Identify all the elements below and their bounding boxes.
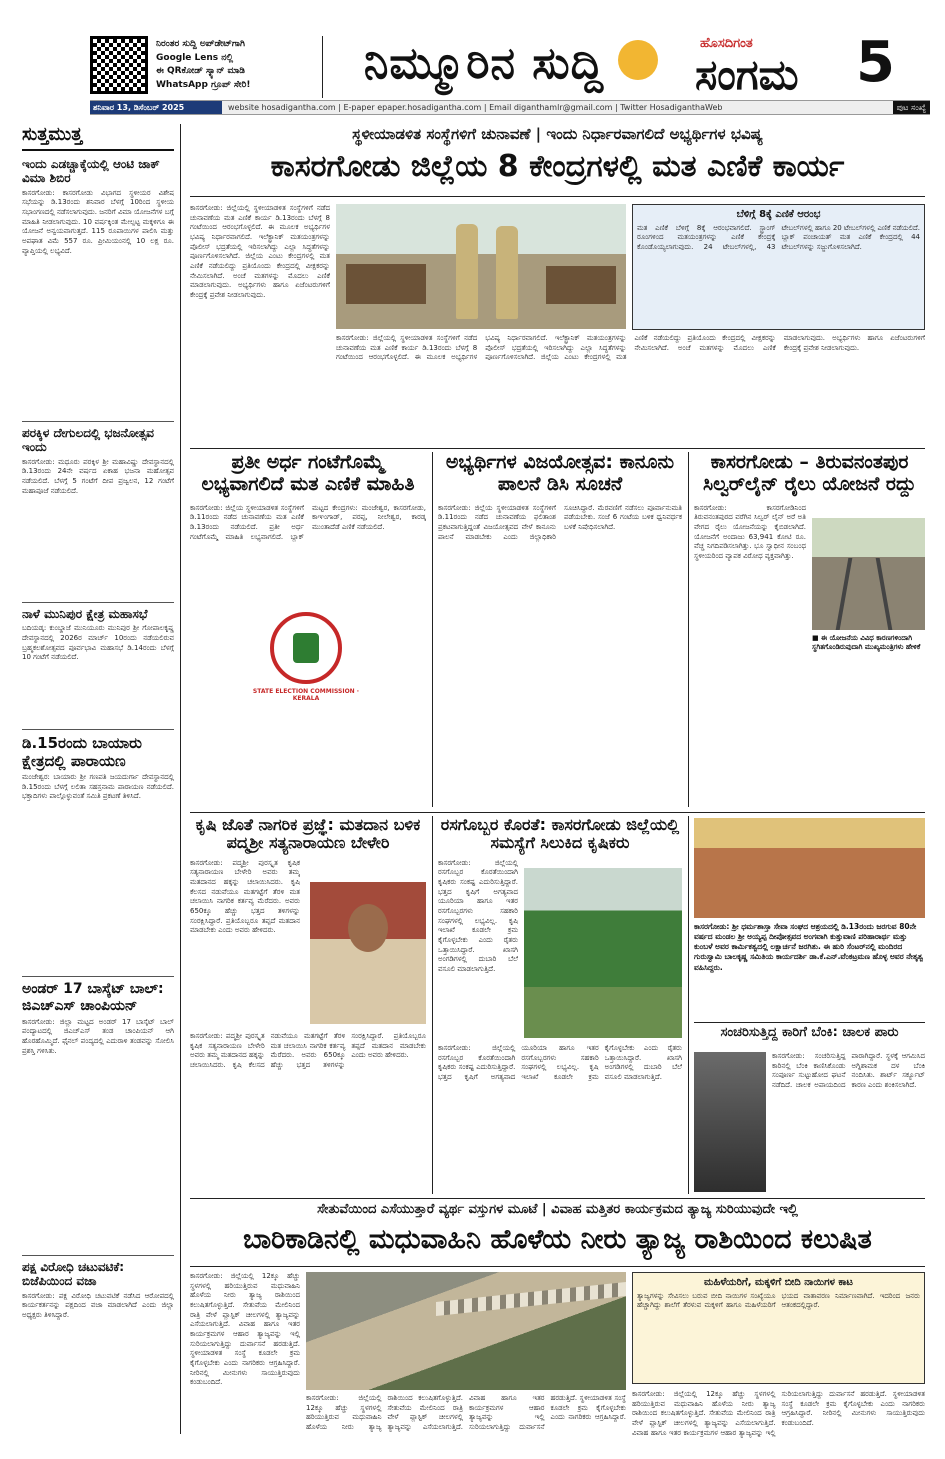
story-headline: ಪ್ರತೀ ಅರ್ಧ ಗಂಟೆಗೊಮ್ಮೆ ಲಭ್ಯವಾಗಲಿದೆ ಮತ ಎಣಿಕೆ ಮಾಹಿತಿ: [201, 451, 415, 495]
rail-line: [836, 558, 853, 630]
lead-photo-counting-centre: [336, 204, 626, 329]
story-body-continued: ಕಾಸರಗೋಡು: ಜಿಲ್ಲೆಯಲ್ಲಿ ರಸಗೊಬ್ಬರ ಕೊರತೆಯಿಂದಾಗಿ ಕೃಷಿಕರು ಸಂಕಷ್ಟ ಎದುರಿಸುತ್ತಿದ್ದಾರೆ. ಭತ್ತದ ಕೃಷಿಗೆ ಅಗತ್ಯವಾದ ಯೂರಿಯಾ ಹಾಗೂ ಇತರ ರಸಗೊಬ್ಬರಗಳು ಸಹಕಾರಿ ಸಂಘಗಳಲ್ಲಿ ಲಭ್ಯವಿಲ್ಲ. ಕೃಷಿ ಇಲಾಖೆ ಕೂಡಲೇ ಕ್ರಮ ಕೈಗೊಳ್ಳಬೇಕು ಎಂದು ರೈತರು ಒತ್ತಾಯಿಸಿದ್ದಾರೆ. ಖಾಸಗಿ ಅಂಗಡಿಗಳಲ್ಲಿ ದುಬಾರಿ ಬೆಲೆ ವಸೂಲಿ ಮಾಡಲಾಗುತ್ತಿದೆ.: [438, 1044, 682, 1081]
sidebar-item-body: ಬದಿಯಡ್ಕ: ಕುಂಬ್ಡಾಜೆ ಮುನಿಯೂರು ಮುನಿಪುರ ಶ್ರೀ ಗೋಪಾಲಕೃಷ್ಣ ದೇವಸ್ಥಾನದಲ್ಲಿ 2026ರ ಮಾರ್ಚ್ 10ರಂದು ನಡೆಯಲಿರುವ ಬ್ರಹ್ಮಕಲಶೋತ್ಸವದ ಪೂರ್ವಭಾವಿ ಮಹಾಸಭೆ ಡಿ.14ರಂದು ಬೆಳಗ್ಗೆ 10 ಗಂಟೆಗೆ ನಡೆಯಲಿದೆ.: [22, 624, 174, 662]
promo-line-1: ನಿರಂತರ ಸುದ್ದಿ ಅಪ್‌ಡೇಟ್‌ಗಾಗಿ: [156, 39, 245, 49]
brand-small: ಹೊಸದಿಗಂತ: [700, 36, 753, 51]
masthead-sun-graphic: [618, 40, 658, 80]
sidebar: [22, 124, 174, 1434]
sidebar-item-headline: ಇಂದು ಎಡಚ್ಚಾಕ್ಕೆಯಲ್ಲಿ ಆಂಟಿ ಜಾಕ್ ವಿಮಾ ಶಿಬಿರ: [22, 157, 160, 186]
sidebar-item-body: ಕಾಸರಗೋಡು: ಮಧೂರು ಪರಕ್ಕಿಳ ಶ್ರೀ ಮಹಾವಿಷ್ಣು ದೇವಸ್ಥಾನದಲ್ಲಿ ಡಿ.13ರಂದು 24ನೇ ವರ್ಷದ ಏಕಾಹ ಭಜನಾ ಮಹೋತ್ಸವ ನಡೆಯಲಿದೆ. ಬೆಳಗ್ಗೆ 5 ಗಂಟೆಗೆ ದೀಪ ಪ್ರಜ್ವಲನ, 12 ಗಂಟೆಗೆ ಮಹಾಪೂಜೆ ನಡೆಯಲಿದೆ.: [22, 457, 174, 495]
farmer-portrait-photo: [310, 882, 426, 1024]
river-box-body: ತ್ಯಾಜ್ಯಗಳನ್ನು ಸೇವಿಸಲು ಬರುವ ಬೀದಿ ನಾಯಿಗಳ ಸಂಖ್ಯೆಯೂ ಹೆಚ್ಚಾಗಿದ್ದು ಶಾಲೆಗೆ ತೆರಳುವ ಮಕ್ಕಳಿಗೆ ಹಾಗೂ ಮಹಿಳೆಯರಿಗೆ ಭಯದ ವಾತಾವರಣ ನಿರ್ಮಾಣವಾಗಿದೆ. ಇದರಿಂದ ಜನರು ಆತಂಕದಲ್ಲಿದ್ದಾರೆ.: [637, 1291, 920, 1310]
sidebar-item[interactable]: [22, 734, 174, 972]
police-figure: [456, 224, 478, 319]
masthead-title: ನಿಮ್ಮೂರಿನ ಸುದ್ದಿ: [363, 38, 605, 89]
sidebar-item-headline: ಅಂಡರ್ 17 ಬಾಸ್ಕೆಟ್ ಬಾಲ್: ಜಿಎಚ್‌ಎಸ್ ಚಾಂಪಿಯನ್: [22, 981, 164, 1014]
river-body-tail: ಕಾಸರಗೋಡು: ಜಿಲ್ಲೆಯಲ್ಲಿ 12ಕ್ಕೂ ಹೆಚ್ಚು ಸ್ಥಳಗಳಲ್ಲಿ ಹರಿಯುತ್ತಿರುವ ಮಧುವಾಹಿನಿ ಹೊಳೆಯ ನೀರು ತ್ಯಾಜ್ಯ ರಾಶಿಯಿಂದ ಕಲುಷಿತಗೊಳ್ಳುತ್ತಿದೆ. ಸೇತುವೆಯ ಮೇಲಿನಿಂದ ರಾತ್ರಿ ವೇಳೆ ಪ್ಲಾಸ್ಟಿಕ್ ಚೀಲಗಳಲ್ಲಿ ತ್ಯಾಜ್ಯವನ್ನು ಎಸೆಯಲಾಗುತ್ತಿದೆ. ವಿವಾಹ ಹಾಗೂ ಇತರ ಕಾರ್ಯಕ್ರಮಗಳ ಆಹಾರ ತ್ಯಾಜ್ಯವನ್ನು ಇಲ್ಲಿ ಸುರಿಯಲಾಗುತ್ತಿದ್ದು ದುರ್ವಾಸನೆ ಹರಡುತ್ತಿದೆ. ಸ್ಥಳೀಯಾಡಳಿತ ಸಂಸ್ಥೆ ಕೂಡಲೇ ಕ್ರಮ ಕೈಗೊಳ್ಳಬೇಕು ಎಂದು ನಾಗರಿಕರು ಆಗ್ರಹಿಸಿದ್ದಾರೆ. ನೀರಿನಲ್ಲಿ ಮೀನುಗಳು ಸಾಯುತ್ತಿರುವುದು ಕಂಡುಬಂದಿದೆ.: [632, 1390, 925, 1437]
table-shape: [346, 264, 426, 304]
story-victory[interactable]: [438, 452, 682, 807]
railway-track-photo: [812, 518, 925, 630]
lead-kicker: ಸ್ಥಳೀಯಾಡಳಿತ ಸಂಸ್ಥೆಗಳಿಗೆ ಚುನಾವಣೆ | ಇಂದು ನಿರ್ಧಾರವಾಗಲಿದೆ ಅಭ್ಯರ್ಥಿಗಳ ಭವಿಷ್ಯ: [352, 125, 763, 143]
lead-sidebar-box: [632, 204, 925, 330]
lead-body: ಕಾಸರಗೋಡು: ಜಿಲ್ಲೆಯಲ್ಲಿ ಸ್ಥಳೀಯಾಡಳಿತ ಸಂಸ್ಥೆಗಳಿಗೆ ನಡೆದ ಚುನಾವಣೆಯ ಮತ ಎಣಿಕೆ ಕಾರ್ಯ ಡಿ.13ರಂದು ಬೆಳಗ್ಗೆ 8 ಗಂಟೆಯಿಂದ ಆರಂಭಗೊಳ್ಳಲಿದೆ. ಈ ಮೂಲಕ ಅಭ್ಯರ್ಥಿಗಳ ಭವಿಷ್ಯ ನಿರ್ಧಾರವಾಗಲಿದೆ. ಇಲೆಕ್ಟ್ರಾನಿಕ್ ಮತಯಂತ್ರಗಳನ್ನು ಪೊಲೀಸ್ ಭದ್ರತೆಯಲ್ಲಿ ಇರಿಸಲಾಗಿದ್ದು ಎಲ್ಲಾ ಸಿದ್ಧತೆಗಳನ್ನು ಪೂರ್ಣಗೊಳಿಸಲಾಗಿದೆ. ಜಿಲ್ಲೆಯ ಎಂಟು ಕೇಂದ್ರಗಳಲ್ಲಿ ಮತ ಎಣಿಕೆ ನಡೆಯಲಿದ್ದು ಪ್ರತಿಯೊಂದು ಕೇಂದ್ರದಲ್ಲಿ ವೀಕ್ಷಕರನ್ನು ನೇಮಿಸಲಾಗಿದೆ. ಅಂಚೆ ಮತಗಳನ್ನು ಮೊದಲು ಎಣಿಕೆ ಮಾಡಲಾಗುವುದು. ಅಭ್ಯರ್ಥಿಗಳು ಹಾಗೂ ಏಜೆಂಟರುಗಳಿಗೆ ಕೇಂದ್ರಕ್ಕೆ ಪ್ರವೇಶ ನೀಡಲಾಗುವುದು.: [190, 204, 330, 299]
river-headline[interactable]: ಬಾರಿಕಾಡಿನಲ್ಲಿ ಮಧುವಾಹಿನಿ ಹೊಳೆಯ ನೀರು ತ್ಯಾಜ್ಯ ರಾಶಿಯಿಂದ ಕಲುಷಿತ: [243, 1224, 872, 1255]
bridge-railing: [436, 1282, 626, 1316]
sidebar-item-headline: ಪರಕ್ಕಿಳ ದೇಗುಲದಲ್ಲಿ ಭಜನೋತ್ಸವ ಇಂದು: [22, 426, 155, 455]
river-sidebar-box: [632, 1272, 925, 1384]
story-headline: ಅಭ್ಯರ್ಥಿಗಳ ವಿಜಯೋತ್ಸವ: ಕಾನೂನು ಪಾಲನೆ ಡಿಸಿ ಸೂಚನೆ: [445, 451, 675, 495]
story-headline: ಸಂಚರಿಸುತ್ತಿದ್ದ ಕಾರಿಗೆ ಬೆಂಕಿ: ಚಾಲಕ ಪಾರು: [720, 1025, 899, 1040]
story-body: ಕಾಸರಗೋಡು: ಸಂಚರಿಸುತ್ತಿದ್ದ ಕಾರಿನಲ್ಲಿ ಬೆಂಕಿ ಕಾಣಿಸಿಕೊಂಡು ಸಂಪೂರ್ಣ ಸುಟ್ಟುಹೋದ ಘಟನೆ ನಡೆದಿದೆ. ಚಾಲಕ ಅಪಾಯದಿಂದ ಪಾರಾಗಿದ್ದಾರೆ. ಸ್ಥಳಕ್ಕೆ ಆಗಮಿಸಿದ ಅಗ್ನಿಶಾಮಕ ದಳ ಬೆಂಕಿ ನಂದಿಸಿತು. ಶಾರ್ಟ್ ಸರ್ಕ್ಯೂಟ್ ಕಾರಣ ಎಂದು ಶಂಕಿಸಲಾಗಿದೆ.: [772, 1052, 925, 1089]
info-bar: [90, 100, 930, 115]
temple-ritual-photo: [694, 818, 925, 918]
river-box-title: ಮಹಿಳೆಯರಿಗೆ, ಮಕ್ಕಳಿಗೆ ಬೀದಿ ನಾಯಿಗಳ ಕಾಟ: [704, 1277, 853, 1288]
sidebar-item-body: ಕಾಸರಗೋಡು: ಕಾಸರಗೋಡು ವಿಭಾಗದ ಸ್ಥಳೀಯರ ವಿಶೇಷ ಸಭೆಯನ್ನು ಡಿ.13ರಂದು ಶನಿವಾರ ಬೆಳಗ್ಗೆ 10ರಿಂದ ಸ್ಥಳೀಯ ಸಭಾಂಗಣದಲ್ಲಿ ನಡೆಸಲಾಗುವುದು. ಜನರಿಗೆ ವಿಮಾ ಯೋಜನೆಗಳ ಬಗ್ಗೆ ಮಾಹಿತಿ ನೀಡಲಾಗುವುದು. 10 ವರ್ಷಕ್ಕಿಂತ ಮೇಲ್ಪಟ್ಟ ಮಕ್ಕಳಿಗೂ ಈ ಯೋಜನೆ ಅನ್ವಯವಾಗುತ್ತದೆ. 115 ರೂಪಾಯಿಗಳ ಪಾಲಿಸಿ ಮತ್ತು ಅಪಘಾತ ವಿಮೆ 557 ರೂ. ಪ್ರೀಮಿಯಂನಲ್ಲಿ 10 ಲಕ್ಷ ರೂ. ವ್ಯಾಪ್ತಿಯಲ್ಲಿ ಲಭ್ಯವಿದೆ.: [22, 188, 174, 255]
sidebar-item-headline: ನಾಳೆ ಮುನಿಪುರ ಕ್ಷೇತ್ರ ಮಹಾಸಭೆ: [22, 607, 148, 621]
paddy-field-photo: [524, 868, 682, 1038]
lead-box-body: ಮತ ಎಣಿಕೆ ಬೆಳಿಗ್ಗೆ 8ಕ್ಕೆ ಆರಂಭವಾಗಲಿದೆ. ಸ್ಟ್ರಾಂಗ್ ರೂಂಗಳಿಂದ ಮತಯಂತ್ರಗಳನ್ನು ಎಣಿಕೆ ಕೇಂದ್ರಕ್ಕೆ ಕೊಂಡೊಯ್ಯಲಾಗುವುದು. 24 ಟೇಬಲ್‌ಗಳಲ್ಲಿ, 43 ಟೇಬಲ್‌ಗಳಲ್ಲಿ ಹಾಗೂ 20 ಟೇಬಲ್‌ಗಳಲ್ಲಿ ಎಣಿಕೆ ನಡೆಯಲಿದೆ. ಬ್ಲಾಕ್ ಪಂಚಾಯತ್ ಮತ ಎಣಿಕೆ ಕೇಂದ್ರದಲ್ಲಿ 44 ಟೇಬಲ್‌ಗಳನ್ನು ಸಜ್ಜುಗೊಳಿಸಲಾಗಿದೆ.: [637, 223, 920, 251]
story-body: ಕಾಸರಗೋಡು: ಜಿಲ್ಲೆಯ ಸ್ಥಳೀಯಾಡಳಿತ ಸಂಸ್ಥೆಗಳಿಗೆ ಡಿ.11ರಂದು ನಡೆದ ಚುನಾವಣೆಯ ಫಲಿತಾಂಶ ಪ್ರಕಟವಾಗುತ್ತಿದ್ದಂತೆ ವಿಜಯೋತ್ಸವದ ವೇಳೆ ಕಾನೂನು ಪಾಲನೆ ಮಾಡಬೇಕು ಎಂದು ಜಿಲ್ಲಾಧಿಕಾರಿ ಸೂಚಿಸಿದ್ದಾರೆ. ಮೆರವಣಿಗೆ ನಡೆಸಲು ಪೂರ್ವಾನುಮತಿ ಪಡೆಯಬೇಕು. ಸಂಜೆ 6 ಗಂಟೆಯ ಬಳಿಕ ಧ್ವನಿವರ್ಧಕ ಬಳಕೆ ನಿಷೇಧಿಸಲಾಗಿದೆ.: [438, 503, 682, 541]
sidebar-item-body: ಮಂಜೇಶ್ವರ: ಬಾಯಾರು ಶ್ರೀ ಗಣಪತಿ ಜಯದುರ್ಗಾ ದೇವಸ್ಥಾನದಲ್ಲಿ ಡಿ.15ರಂದು ಬೆಳಗ್ಗೆ ಲಲಿತಾ ಸಹಸ್ರನಾಮ ಪಾರಾಯಣ ನಡೆಯಲಿದೆ. ಭಕ್ತಾದಿಗಳು ಪಾಲ್ಗೊಳ್ಳುವಂತೆ ಸಮಿತಿ ಪ್ರಕಟಣೆ ತಿಳಿಸಿದೆ.: [22, 773, 174, 801]
river-body-continued: ಕಾಸರಗೋಡು: ಜಿಲ್ಲೆಯಲ್ಲಿ 12ಕ್ಕೂ ಹೆಚ್ಚು ಸ್ಥಳಗಳಲ್ಲಿ ಹರಿಯುತ್ತಿರುವ ಮಧುವಾಹಿನಿ ಹೊಳೆಯ ನೀರು ತ್ಯಾಜ್ಯ ರಾಶಿಯಿಂದ ಕಲುಷಿತಗೊಳ್ಳುತ್ತಿದೆ. ಸೇತುವೆಯ ಮೇಲಿನಿಂದ ರಾತ್ರಿ ವೇಳೆ ಪ್ಲಾಸ್ಟಿಕ್ ಚೀಲಗಳಲ್ಲಿ ತ್ಯಾಜ್ಯವನ್ನು ಎಸೆಯಲಾಗುತ್ತಿದೆ. ವಿವಾಹ ಹಾಗೂ ಇತರ ಕಾರ್ಯಕ್ರಮಗಳ ಆಹಾರ ತ್ಯಾಜ್ಯವನ್ನು ಇಲ್ಲಿ ಸುರಿಯಲಾಗುತ್ತಿದ್ದು ದುರ್ವಾಸನೆ ಹರಡುತ್ತಿದೆ. ಸ್ಥಳೀಯಾಡಳಿತ ಸಂಸ್ಥೆ ಕೂಡಲೇ ಕ್ರಮ ಕೈಗೊಳ್ಳಬೇಕು ಎಂದು ನಾಗರಿಕರು ಆಗ್ರಹಿಸಿದ್ದಾರೆ.: [306, 1394, 626, 1431]
river-bridge-photo: [306, 1272, 626, 1390]
table-shape: [546, 266, 616, 304]
promo-line-4: WhatsApp ಗ್ರೂಪ್ ಸೇರಿ!: [156, 79, 251, 90]
burnt-car-photo: [694, 1052, 766, 1192]
sidebar-item-headline: ಪಕ್ಷ ವಿರೋಧಿ ಚಟುವಟಿಕೆ: ಬಿಜೆಪಿಯಿಂದ ವಜಾ: [22, 1260, 125, 1289]
promo-line-2: Google Lens ನಲ್ಲಿ: [156, 52, 234, 63]
story-farmer[interactable]: [190, 816, 426, 1194]
promo-line-3: ಈ QRಕೋಡ್ ಸ್ಕ್ಯಾನ್ ಮಾಡಿ: [156, 66, 245, 76]
seal-ballot-icon: [293, 633, 319, 663]
page-label: ಪುಟ ಸಂಖ್ಯೆ: [893, 101, 930, 114]
story-headline: ಕಾಸರಗೋಡು – ತಿರುವನಂತಪುರ ಸಿಲ್ವರ್‌ಲೈನ್ ರೈಲು ಯೋಜನೆ ರದ್ದು: [702, 451, 917, 495]
issue-date: ಶನಿವಾರ 13, ಡಿಸೆಂಬರ್ 2025: [90, 101, 222, 114]
river-kicker: ಸೇತುವೆಯಿಂದ ಎಸೆಯುತ್ತಾರೆ ವ್ಯರ್ಥ ವಸ್ತುಗಳ ಮೂಟೆ | ವಿವಾಹ ಮತ್ತಿತರ ಕಾರ್ಯಕ್ರಮದ ತ್ಯಾಜ್ಯ ಸುರಿಯುವುದೇ ಇಲ್ಲಿ: [317, 1202, 798, 1217]
rail-line: [876, 558, 893, 630]
story-body: ಕಾಸರಗೋಡು: ಕಾಸರಗೋಡಿನಿಂದ ತಿರುವನಂತಪುರದ ವರೆಗಿನ ಸಿಲ್ವರ್ ಲೈನ್ ಅರೆ ಅತಿ ವೇಗದ ರೈಲು ಯೋಜನೆಯನ್ನು ಕೈಬಿಡಲಾಗಿದೆ. ಯೋಜನೆಗೆ ಅಂದಾಜು 63,941 ಕೋಟಿ ರೂ. ವೆಚ್ಚ ನಿಗದಿಪಡಿಸಲಾಗಿತ್ತು. ಭೂ ಸ್ವಾಧೀನ ಸಂಬಂಧ ಸ್ಥಳೀಯರಿಂದ ವ್ಯಾಪಕ ವಿರೋಧ ವ್ಯಕ್ತವಾಗಿತ್ತು.: [694, 503, 806, 560]
sidebar-item[interactable]: [22, 607, 174, 725]
sidebar-item[interactable]: [22, 157, 174, 417]
sidebar-item-body: ಕಾಸರಗೋಡು: ಪಕ್ಷ ವಿರೋಧಿ ಚಟುವಟಿಕೆ ನಡೆಸಿದ ಆರೋಪದಲ್ಲಿ ಕಾರ್ಯಕರ್ತನನ್ನು ಪಕ್ಷದಿಂದ ವಜಾ ಮಾಡಲಾಗಿದೆ ಎಂದು ಜಿಲ್ಲಾ ಅಧ್ಯಕ್ಷರು ತಿಳಿಸಿದ್ದಾರೆ.: [22, 1291, 174, 1320]
portrait-face: [348, 904, 388, 952]
page-number: 5: [856, 30, 895, 95]
story-fertilizer[interactable]: [438, 816, 682, 1194]
sidebar-item[interactable]: [22, 981, 174, 1251]
sidebar-section-title: ಸುತ್ತಮುತ್ತ: [22, 124, 174, 151]
railway-caption: ■ ಈ ಯೋಜನೆಯ ವಿವಿಧ ಕಾರಣಗಳಿಂದಾಗಿ ಸ್ಥಗಿತಗೊಂಡಿರುವುದಾಗಿ ಮುಖ್ಯಮಂತ್ರಿಗಳು ಹೇಳಿಕೆ: [812, 634, 921, 652]
brand-title: ಸಂಗಮ: [695, 50, 799, 99]
seal-text: STATE ELECTION COMMISSION · KERALA: [252, 688, 360, 702]
qr-code[interactable]: [90, 36, 148, 94]
contact-line: website hosadigantha.com | E-paper epaper.hosadigantha.com | Email diganthamlr@gmail.com | Twitter HosadiganthaWeb: [228, 103, 723, 112]
story-headline: ಕೃಷಿ ಜೊತೆ ನಾಗರಿಕ ಪ್ರಜ್ಞೆ: ಮತದಾನ ಬಳಿಕ ಪದ್ಮಶ್ರೀ ಸತ್ಯನಾರಾಯಣ ಬೇಳೇರಿ: [195, 815, 421, 853]
sidebar-item-headline: ಡಿ.15ರಂದು ಬಾಯಾರು ಕ್ಷೇತ್ರದಲ್ಲಿ ಪಾರಾಯಣ: [22, 734, 142, 770]
sidebar-item[interactable]: [22, 1260, 174, 1420]
story-railway[interactable]: [694, 452, 925, 807]
story-body-continued: ಕಾಸರಗೋಡು: ಪದ್ಮಶ್ರೀ ಪುರಸ್ಕೃತ ಕೃಷಿಕ ಸತ್ಯನಾರಾಯಣ ಬೇಳೇರಿ ಅವರು ತಮ್ಮ ಮತದಾನದ ಹಕ್ಕನ್ನು ಚಲಾಯಿಸಿದರು. ಕೃಷಿ ಕೆಲಸದ ನಡುವೆಯೂ ಮತಗಟ್ಟೆಗೆ ತೆರಳಿ ಮತ ಚಲಾಯಿಸಿ ನಾಗರಿಕ ಕರ್ತವ್ಯ ಮೆರೆದರು. ಅವರು 650ಕ್ಕೂ ಹೆಚ್ಚು ಭತ್ತದ ತಳಿಗಳನ್ನು ಸಂರಕ್ಷಿಸಿದ್ದಾರೆ. ಪ್ರತಿಯೊಬ್ಬರೂ ತಪ್ಪದೆ ಮತದಾನ ಮಾಡಬೇಕು ಎಂದು ಅವರು ಹೇಳಿದರು.: [190, 1032, 426, 1069]
story-results[interactable]: [190, 452, 426, 807]
election-commission-seal: [270, 612, 342, 684]
river-body: ಕಾಸರಗೋಡು: ಜಿಲ್ಲೆಯಲ್ಲಿ 12ಕ್ಕೂ ಹೆಚ್ಚು ಸ್ಥಳಗಳಲ್ಲಿ ಹರಿಯುತ್ತಿರುವ ಮಧುವಾಹಿನಿ ಹೊಳೆಯ ನೀರು ತ್ಯಾಜ್ಯ ರಾಶಿಯಿಂದ ಕಲುಷಿತಗೊಳ್ಳುತ್ತಿದೆ. ಸೇತುವೆಯ ಮೇಲಿನಿಂದ ರಾತ್ರಿ ವೇಳೆ ಪ್ಲಾಸ್ಟಿಕ್ ಚೀಲಗಳಲ್ಲಿ ತ್ಯಾಜ್ಯವನ್ನು ಎಸೆಯಲಾಗುತ್ತಿದೆ. ವಿವಾಹ ಹಾಗೂ ಇತರ ಕಾರ್ಯಕ್ರಮಗಳ ಆಹಾರ ತ್ಯಾಜ್ಯವನ್ನು ಇಲ್ಲಿ ಸುರಿಯಲಾಗುತ್ತಿದ್ದು ದುರ್ವಾಸನೆ ಹರಡುತ್ತಿದೆ. ಸ್ಥಳೀಯಾಡಳಿತ ಸಂಸ್ಥೆ ಕೂಡಲೇ ಕ್ರಮ ಕೈಗೊಳ್ಳಬೇಕು ಎಂದು ನಾಗರಿಕರು ಆಗ್ರಹಿಸಿದ್ದಾರೆ. ನೀರಿನಲ್ಲಿ ಮೀನುಗಳು ಸಾಯುತ್ತಿರುವುದು ಕಂಡುಬಂದಿದೆ.: [190, 1272, 300, 1387]
story-headline: ರಸಗೊಬ್ಬರ ಕೊರತೆ: ಕಾಸರಗೋಡು ಜಿಲ್ಲೆಯಲ್ಲಿ ಸಮಸ್ಯೆಗೆ ಸಿಲುಕಿದ ಕೃಷಿಕರು: [440, 815, 680, 853]
qr-promo: [156, 38, 316, 92]
temple-caption: ಕಾಸರಗೋಡು: ಶ್ರೀ ಧರ್ಮಶಾಸ್ತಾ ಸೇವಾ ಸಂಘದ ಆಶ್ರಯದಲ್ಲಿ ಡಿ.13ರಂದು ಜರಗುವ 80ನೇ ವರ್ಷದ ಮಂಡಲ ಶ್ರೀ ಅಯ್ಯಪ್ಪ ದೀಪೋತ್ಸವದ ಅಂಗವಾಗಿ ಕುತ್ತುವಾಣಿ ಪರಿಹಾರಾರ್ಥ ಮತ್ತು ಕುಂಬಳೆ ಅವರ ಕಾರ್ಮಿಕತ್ವದಲ್ಲಿ ಲಕ್ಷಾರ್ಚನೆ ಜರಗಿತು. ಈ ಹುರಿ ಸೆಂಟರ್‌ನಲ್ಲಿ ಮಂದಿರದ ಗುರುಸ್ವಾಮಿ ಬಾಲಕೃಷ್ಣ ಸಮಿತಿಯ ಕಾರ್ಯದರ್ಶಿ ಡಾ.ಕೆ.ಎನ್.ವೆಂಕಟ್ರಮಣ ಹೊಳ್ಳ ಅವರ ನೇತೃತ್ವ ವಹಿಸಿದ್ದರು.: [694, 922, 924, 972]
story-car-fire[interactable]: [694, 1026, 925, 1194]
lead-headline[interactable]: ಕಾಸರಗೋಡು ಜಿಲ್ಲೆಯ 8 ಕೇಂದ್ರಗಳಲ್ಲಿ ಮತ ಎಣಿಕೆ ಕಾರ್ಯ: [270, 149, 845, 184]
sidebar-item-body: ಕಾಸರಗೋಡು: ಜಿಲ್ಲಾ ಮಟ್ಟದ ಅಂಡರ್ 17 ಬಾಸ್ಕೆಟ್ ಬಾಲ್ ಪಂದ್ಯಾಟದಲ್ಲಿ ಜಿಎಚ್‌ಎಸ್ ತಂಡ ಚಾಂಪಿಯನ್ ಆಗಿ ಹೊರಹೊಮ್ಮಿದೆ. ಫೈನಲ್ ಪಂದ್ಯದಲ್ಲಿ ಎದುರಾಳಿ ತಂಡವನ್ನು ಸೋಲಿಸಿ ಪ್ರಶಸ್ತಿ ಗಳಿಸಿತು.: [22, 1017, 174, 1055]
story-body: ಕಾಸರಗೋಡು: ಜಿಲ್ಲೆಯಲ್ಲಿ ರಸಗೊಬ್ಬರ ಕೊರತೆಯಿಂದಾಗಿ ಕೃಷಿಕರು ಸಂಕಷ್ಟ ಎದುರಿಸುತ್ತಿದ್ದಾರೆ. ಭತ್ತದ ಕೃಷಿಗೆ ಅಗತ್ಯವಾದ ಯೂರಿಯಾ ಹಾಗೂ ಇತರ ರಸಗೊಬ್ಬರಗಳು ಸಹಕಾರಿ ಸಂಘಗಳಲ್ಲಿ ಲಭ್ಯವಿಲ್ಲ. ಕೃಷಿ ಇಲಾಖೆ ಕೂಡಲೇ ಕ್ರಮ ಕೈಗೊಳ್ಳಬೇಕು ಎಂದು ರೈತರು ಒತ್ತಾಯಿಸಿದ್ದಾರೆ. ಖಾಸಗಿ ಅಂಗಡಿಗಳಲ್ಲಿ ದುಬಾರಿ ಬೆಲೆ ವಸೂಲಿ ಮಾಡಲಾಗುತ್ತಿದೆ.: [438, 858, 518, 973]
story-body: ಕಾಸರಗೋಡು: ಜಿಲ್ಲೆಯ ಸ್ಥಳೀಯಾಡಳಿತ ಸಂಸ್ಥೆಗಳಿಗೆ ಡಿ.11ರಂದು ನಡೆದ ಚುನಾವಣೆಯ ಮತ ಎಣಿಕೆ ಡಿ.13ರಂದು ನಡೆಯಲಿದೆ. ಪ್ರತೀ ಅರ್ಧ ಗಂಟೆಗೊಮ್ಮೆ ಮಾಹಿತಿ ಲಭ್ಯವಾಗಲಿದೆ. ಬ್ಲಾಕ್ ಮಟ್ಟದ ಕೇಂದ್ರಗಳು: ಮಂಜೇಶ್ವರ, ಕಾಸರಗೋಡು, ಕಾಞಂಗಾಡ್, ಪರಪ್ಪ, ನೀಲೇಶ್ವರ, ಕಾರಡ್ಕ ಮುಂತಾದೆಡೆ ಎಣಿಕೆ ನಡೆಯಲಿದೆ.: [190, 503, 426, 541]
story-body: ಕಾಸರಗೋಡು: ಪದ್ಮಶ್ರೀ ಪುರಸ್ಕೃತ ಕೃಷಿಕ ಸತ್ಯನಾರಾಯಣ ಬೇಳೇರಿ ಅವರು ತಮ್ಮ ಮತದಾನದ ಹಕ್ಕನ್ನು ಚಲಾಯಿಸಿದರು. ಕೃಷಿ ಕೆಲಸದ ನಡುವೆಯೂ ಮತಗಟ್ಟೆಗೆ ತೆರಳಿ ಮತ ಚಲಾಯಿಸಿ ನಾಗರಿಕ ಕರ್ತವ್ಯ ಮೆರೆದರು. ಅವರು 650ಕ್ಕೂ ಹೆಚ್ಚು ಭತ್ತದ ತಳಿಗಳನ್ನು ಸಂರಕ್ಷಿಸಿದ್ದಾರೆ. ಪ್ರತಿಯೊಬ್ಬರೂ ತಪ್ಪದೆ ಮತದಾನ ಮಾಡಬೇಕು ಎಂದು ಅವರು ಹೇಳಿದರು.: [190, 858, 300, 935]
police-figure: [496, 226, 518, 319]
lead-body-continued: ಕಾಸರಗೋಡು: ಜಿಲ್ಲೆಯಲ್ಲಿ ಸ್ಥಳೀಯಾಡಳಿತ ಸಂಸ್ಥೆಗಳಿಗೆ ನಡೆದ ಚುನಾವಣೆಯ ಮತ ಎಣಿಕೆ ಕಾರ್ಯ ಡಿ.13ರಂದು ಬೆಳಗ್ಗೆ 8 ಗಂಟೆಯಿಂದ ಆರಂಭಗೊಳ್ಳಲಿದೆ. ಈ ಮೂಲಕ ಅಭ್ಯರ್ಥಿಗಳ ಭವಿಷ್ಯ ನಿರ್ಧಾರವಾಗಲಿದೆ. ಇಲೆಕ್ಟ್ರಾನಿಕ್ ಮತಯಂತ್ರಗಳನ್ನು ಪೊಲೀಸ್ ಭದ್ರತೆಯಲ್ಲಿ ಇರಿಸಲಾಗಿದ್ದು ಎಲ್ಲಾ ಸಿದ್ಧತೆಗಳನ್ನು ಪೂರ್ಣಗೊಳಿಸಲಾಗಿದೆ. ಜಿಲ್ಲೆಯ ಎಂಟು ಕೇಂದ್ರಗಳಲ್ಲಿ ಮತ ಎಣಿಕೆ ನಡೆಯಲಿದ್ದು ಪ್ರತಿಯೊಂದು ಕೇಂದ್ರದಲ್ಲಿ ವೀಕ್ಷಕರನ್ನು ನೇಮಿಸಲಾಗಿದೆ. ಅಂಚೆ ಮತಗಳನ್ನು ಮೊದಲು ಎಣಿಕೆ ಮಾಡಲಾಗುವುದು. ಅಭ್ಯರ್ಥಿಗಳು ಹಾಗೂ ಏಜೆಂಟರುಗಳಿಗೆ ಕೇಂದ್ರಕ್ಕೆ ಪ್ರವೇಶ ನೀಡಲಾಗುವುದು.: [336, 334, 925, 362]
sidebar-item[interactable]: [22, 426, 174, 598]
lead-box-title: ಬೆಳಿಗ್ಗೆ 8ಕ್ಕೆ ಎಣಿಕೆ ಆರಂಭ: [736, 209, 821, 220]
